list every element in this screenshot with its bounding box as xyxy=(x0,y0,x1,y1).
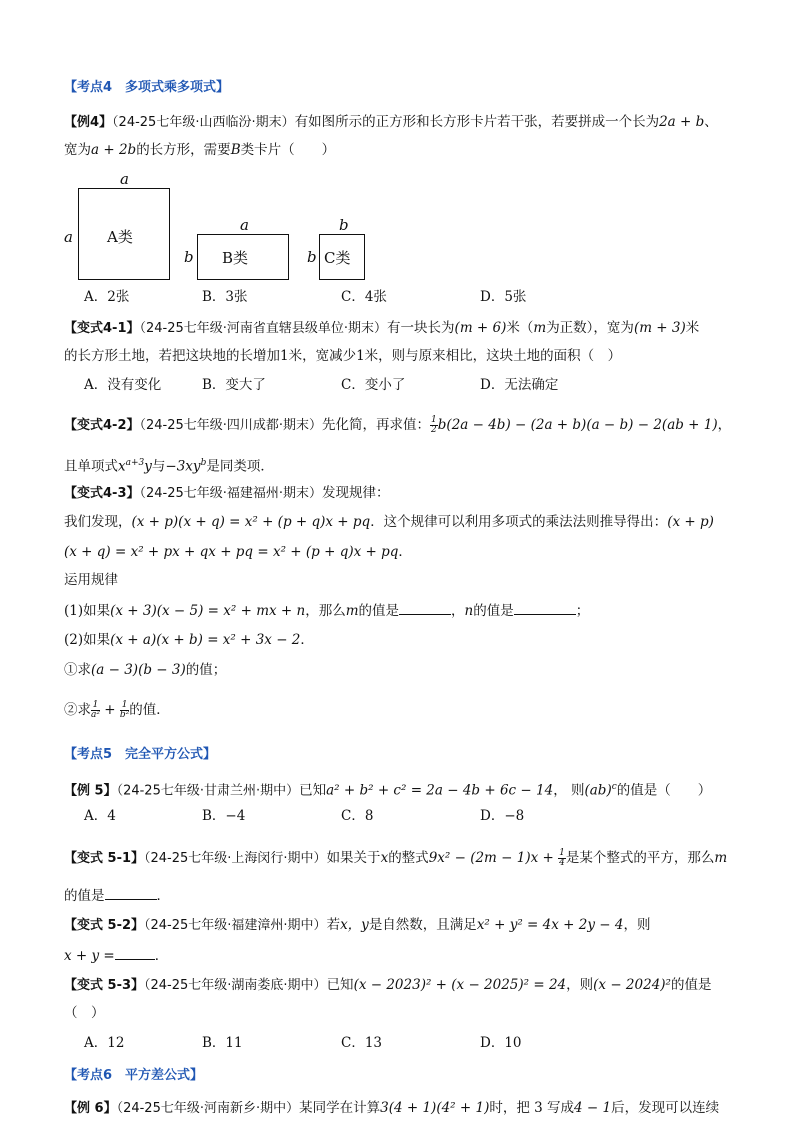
variant-4-3-line-4: 运用规律 xyxy=(64,572,118,588)
math-expression: a + 2b xyxy=(91,142,137,158)
example-tag: 【变式 5-3】 xyxy=(64,978,145,993)
card-b-top-label: a xyxy=(240,216,249,234)
math-variable: m xyxy=(714,850,728,866)
math-expression: (x + 3)(x − 5) = x² + mx + n xyxy=(110,603,306,619)
question-text: 时，把 3 写成 xyxy=(489,1100,575,1116)
math-variable: m xyxy=(345,603,359,619)
math-expression: x + y = xyxy=(64,948,115,964)
math-variable: n xyxy=(464,603,474,619)
variant-4-3-sub2 xyxy=(64,700,170,720)
example-tag: 【变式4-1】 xyxy=(64,321,140,336)
math-expression: (x + a)(x + b) = x² + 3x − 2 xyxy=(110,632,301,648)
option-c: C．4张 xyxy=(341,289,387,305)
math-expression: (m + 3) xyxy=(633,320,686,336)
card-c-left-label: b xyxy=(307,248,317,266)
fraction xyxy=(91,701,100,720)
variant-5-1-line-1 xyxy=(64,848,727,869)
math-variable: x xyxy=(118,458,126,475)
exponent: c xyxy=(611,782,617,792)
source-note: （24-25七年级·四川成都·期末） xyxy=(139,418,323,433)
question-text: 米（ xyxy=(506,320,534,336)
option-b: B．11 xyxy=(202,1035,243,1051)
fraction xyxy=(430,416,438,435)
punctuation: 、 xyxy=(704,114,718,130)
source-note: （24-25七年级·甘肃兰州·期中） xyxy=(116,783,300,799)
question-text: 的值； xyxy=(185,662,227,678)
numerator: 1 xyxy=(92,700,99,710)
question-text: ， 则 xyxy=(553,782,585,799)
card-a-label: A类 xyxy=(107,228,133,246)
example-4-line-1 xyxy=(64,112,718,133)
variant-5-3-line-1 xyxy=(64,975,711,996)
math-expression: 9x² − (2m − 1)x + xyxy=(428,850,559,866)
question-text: 有一块长为 xyxy=(387,320,455,336)
variant-5-2-line-1 xyxy=(64,915,650,936)
question-text: 是同类项． xyxy=(206,458,274,475)
denominator: 2 xyxy=(431,425,437,435)
math-expression: (x + q) = x² + px + qx + pq = x² + (p + q)x + pq xyxy=(64,544,399,560)
math-variable: y xyxy=(144,458,152,475)
math-variable: B xyxy=(230,142,241,158)
question-text: ，则 xyxy=(566,977,594,993)
option-b: B．变大了 xyxy=(202,377,266,393)
variant-4-3-sub1 xyxy=(64,660,226,680)
math-expression: (a − 3)(b − 3) xyxy=(91,662,186,678)
question-text: ②求 xyxy=(64,702,91,718)
section-heading-4: 【考点4 多项式乘多项式】 xyxy=(64,80,230,95)
math-expression: a² + b² + c² = 2a − 4b + 6c − 14 xyxy=(326,782,554,799)
exponent: a+3 xyxy=(125,458,145,468)
source-note: （24-25七年级·河南省直辖县级单位·期末） xyxy=(139,321,388,336)
card-c-top-label: b xyxy=(339,216,349,234)
option-c: C．8 xyxy=(341,808,374,824)
question-text: 后，发现可以连续 xyxy=(611,1100,720,1116)
option-a: A．2张 xyxy=(84,289,130,305)
example-tag: 【变式 5-1】 xyxy=(64,851,145,866)
question-text: 先化简，再求值： xyxy=(322,417,431,433)
question-text: 的值是 xyxy=(358,603,400,619)
math-expression: (x + p) xyxy=(667,514,714,530)
source-note: （24-25七年级·山西临汾·期末） xyxy=(112,115,295,130)
math-expression: (ab) xyxy=(584,782,612,799)
denominator: b² xyxy=(119,710,130,720)
option-d: D．10 xyxy=(480,1035,522,1051)
question-text: (2)如果 xyxy=(64,632,111,648)
question-text: 宽为 xyxy=(64,142,91,158)
question-text: (1)如果 xyxy=(64,603,111,619)
punctuation: ， xyxy=(717,417,732,433)
math-expression: 2a + b xyxy=(659,114,705,130)
variant-4-3-line-2 xyxy=(64,512,714,532)
numerator: 1 xyxy=(431,415,437,425)
question-text: ①求 xyxy=(64,662,91,678)
option-c: C．13 xyxy=(341,1035,383,1051)
example-tag: 【例4】 xyxy=(64,115,113,130)
card-a-top-label: a xyxy=(120,170,129,188)
numerator: 1 xyxy=(121,700,128,710)
option-d: D．5张 xyxy=(480,289,527,305)
variant-4-3-line-3 xyxy=(64,542,412,562)
math-expression: (x + p)(x + q) = x² + (p + q)x + pq xyxy=(131,514,371,530)
question-text: 的长方形，需要 xyxy=(136,142,231,158)
example-5-line-1 xyxy=(64,777,711,802)
question-text: 的值． xyxy=(129,702,170,718)
source-note: （24-25七年级·福建漳州·期中） xyxy=(144,918,327,933)
question-text: 已知 xyxy=(326,977,354,993)
numerator: 1 xyxy=(559,848,565,858)
math-expression: (x − 2023)² + (x − 2025)² = 24 xyxy=(353,977,567,993)
question-text: 为正数），宽为 xyxy=(546,320,634,336)
example-tag: 【变式4-2】 xyxy=(64,418,140,433)
question-text: ．这个规律可以利用多项式的乘法法则推导得出： xyxy=(370,514,668,530)
variant-4-2-line-2 xyxy=(64,453,274,477)
question-text: 的值是（ ） xyxy=(616,782,712,799)
question-text: 发现规律： xyxy=(322,485,390,501)
fraction xyxy=(558,849,566,868)
question-text: 的值是 xyxy=(64,888,105,904)
answer-blank-m[interactable] xyxy=(399,600,451,615)
question-text: ，则 xyxy=(623,917,651,933)
card-c-label: C类 xyxy=(324,249,351,267)
punctuation: ， xyxy=(451,603,465,619)
example-tag: 【变式 5-2】 xyxy=(64,918,145,933)
question-text: 有如图所示的正方形和长方形卡片若干张，若要拼成一个长为 xyxy=(294,114,660,130)
math-expression: 3(4 + 1)(4² + 1) xyxy=(380,1100,490,1116)
example-tag: 【例 6】 xyxy=(64,1101,117,1116)
variant-4-2-line-1 xyxy=(64,415,731,436)
exponent: b xyxy=(200,458,207,468)
variant-5-2-line-2 xyxy=(64,945,168,966)
variant-4-3-q2 xyxy=(64,630,314,650)
question-text: 已知 xyxy=(299,782,327,799)
question-text: 且单项式 xyxy=(64,458,118,475)
option-a: A．12 xyxy=(84,1035,125,1051)
source-note: （24-25七年级·上海闵行·期中） xyxy=(144,851,327,866)
math-operator: + xyxy=(99,702,120,718)
variant-4-3-line-1 xyxy=(64,483,390,504)
math-expression: 4 − 1 xyxy=(574,1100,612,1116)
section-heading-5: 【考点5 完全平方公式】 xyxy=(64,747,217,762)
math-expression: −3xy xyxy=(165,458,201,475)
option-a: A．没有变化 xyxy=(84,377,162,393)
answer-blank-n[interactable] xyxy=(514,600,576,615)
question-text: 如果关于 xyxy=(326,850,381,866)
math-variable: x xyxy=(380,850,389,866)
punctuation: ． xyxy=(398,544,412,560)
card-a-left-label: a xyxy=(64,228,73,246)
variant-4-1-line-1 xyxy=(64,318,699,339)
punctuation: ； xyxy=(575,603,590,619)
question-text: 米 xyxy=(685,320,700,336)
question-text: 我们发现， xyxy=(64,514,132,530)
section-heading-6: 【考点6 平方差公式】 xyxy=(64,1068,204,1083)
option-b: B．3张 xyxy=(202,289,248,305)
math-variable: m xyxy=(533,320,547,336)
answer-blank[interactable] xyxy=(105,885,157,900)
option-b: B．−4 xyxy=(202,808,246,824)
example-4-line-2 xyxy=(64,140,335,160)
option-c: C．变小了 xyxy=(341,377,406,393)
example-6-line-1 xyxy=(64,1098,719,1119)
punctuation: ． xyxy=(156,888,170,904)
question-text: 类卡片（ ） xyxy=(240,142,336,158)
math-expression: x，y xyxy=(340,917,369,933)
option-d: D．−8 xyxy=(480,808,525,824)
option-d: D．无法确定 xyxy=(480,377,559,393)
source-note: （24-25七年级·湖南娄底·期中） xyxy=(144,978,327,993)
math-expression: x² + y² = 4x + 2y − 4 xyxy=(476,917,624,933)
card-b-left-label: b xyxy=(184,248,194,266)
answer-blank[interactable] xyxy=(115,945,155,960)
denominator: 4 xyxy=(559,858,565,868)
math-expression: (m + 6) xyxy=(454,320,507,336)
variant-5-3-line-2: （ ） xyxy=(64,1005,105,1021)
punctuation: ． xyxy=(154,948,169,964)
card-b-label: B类 xyxy=(222,249,249,267)
question-text: 与 xyxy=(151,458,166,475)
punctuation: ． xyxy=(300,632,314,648)
fraction xyxy=(120,701,129,720)
question-text: ，那么 xyxy=(305,603,346,619)
math-expression: (x − 2024)² xyxy=(593,977,671,993)
example-tag: 【例 5】 xyxy=(64,783,117,799)
variant-4-3-q1 xyxy=(64,600,589,621)
question-text: 的整式 xyxy=(388,850,429,866)
example-tag: 【变式4-3】 xyxy=(64,486,140,501)
variant-5-1-line-2 xyxy=(64,885,170,906)
math-expression: b(2a − 4b) − (2a + b)(a − b) − 2(ab + 1) xyxy=(437,417,718,433)
question-text: 是自然数，且满足 xyxy=(368,917,477,933)
option-a: A．4 xyxy=(84,808,116,824)
question-text: 的值是 xyxy=(473,603,514,619)
variant-4-1-line-2: 的长方形土地，若把这块地的长增加1米，宽减少1米，则与原来相比，这块土地的面积（ ） xyxy=(64,348,622,364)
question-text: 的值是 xyxy=(670,977,712,993)
source-note: （24-25七年级·福建福州·期末） xyxy=(139,486,323,501)
denominator: a² xyxy=(91,710,100,720)
source-note: （24-25七年级·河南新乡·期中） xyxy=(116,1101,300,1116)
question-text: 若 xyxy=(326,917,341,933)
question-text: 是某个整式的平方，那么 xyxy=(565,850,715,866)
question-text: 某同学在计算 xyxy=(299,1100,381,1116)
